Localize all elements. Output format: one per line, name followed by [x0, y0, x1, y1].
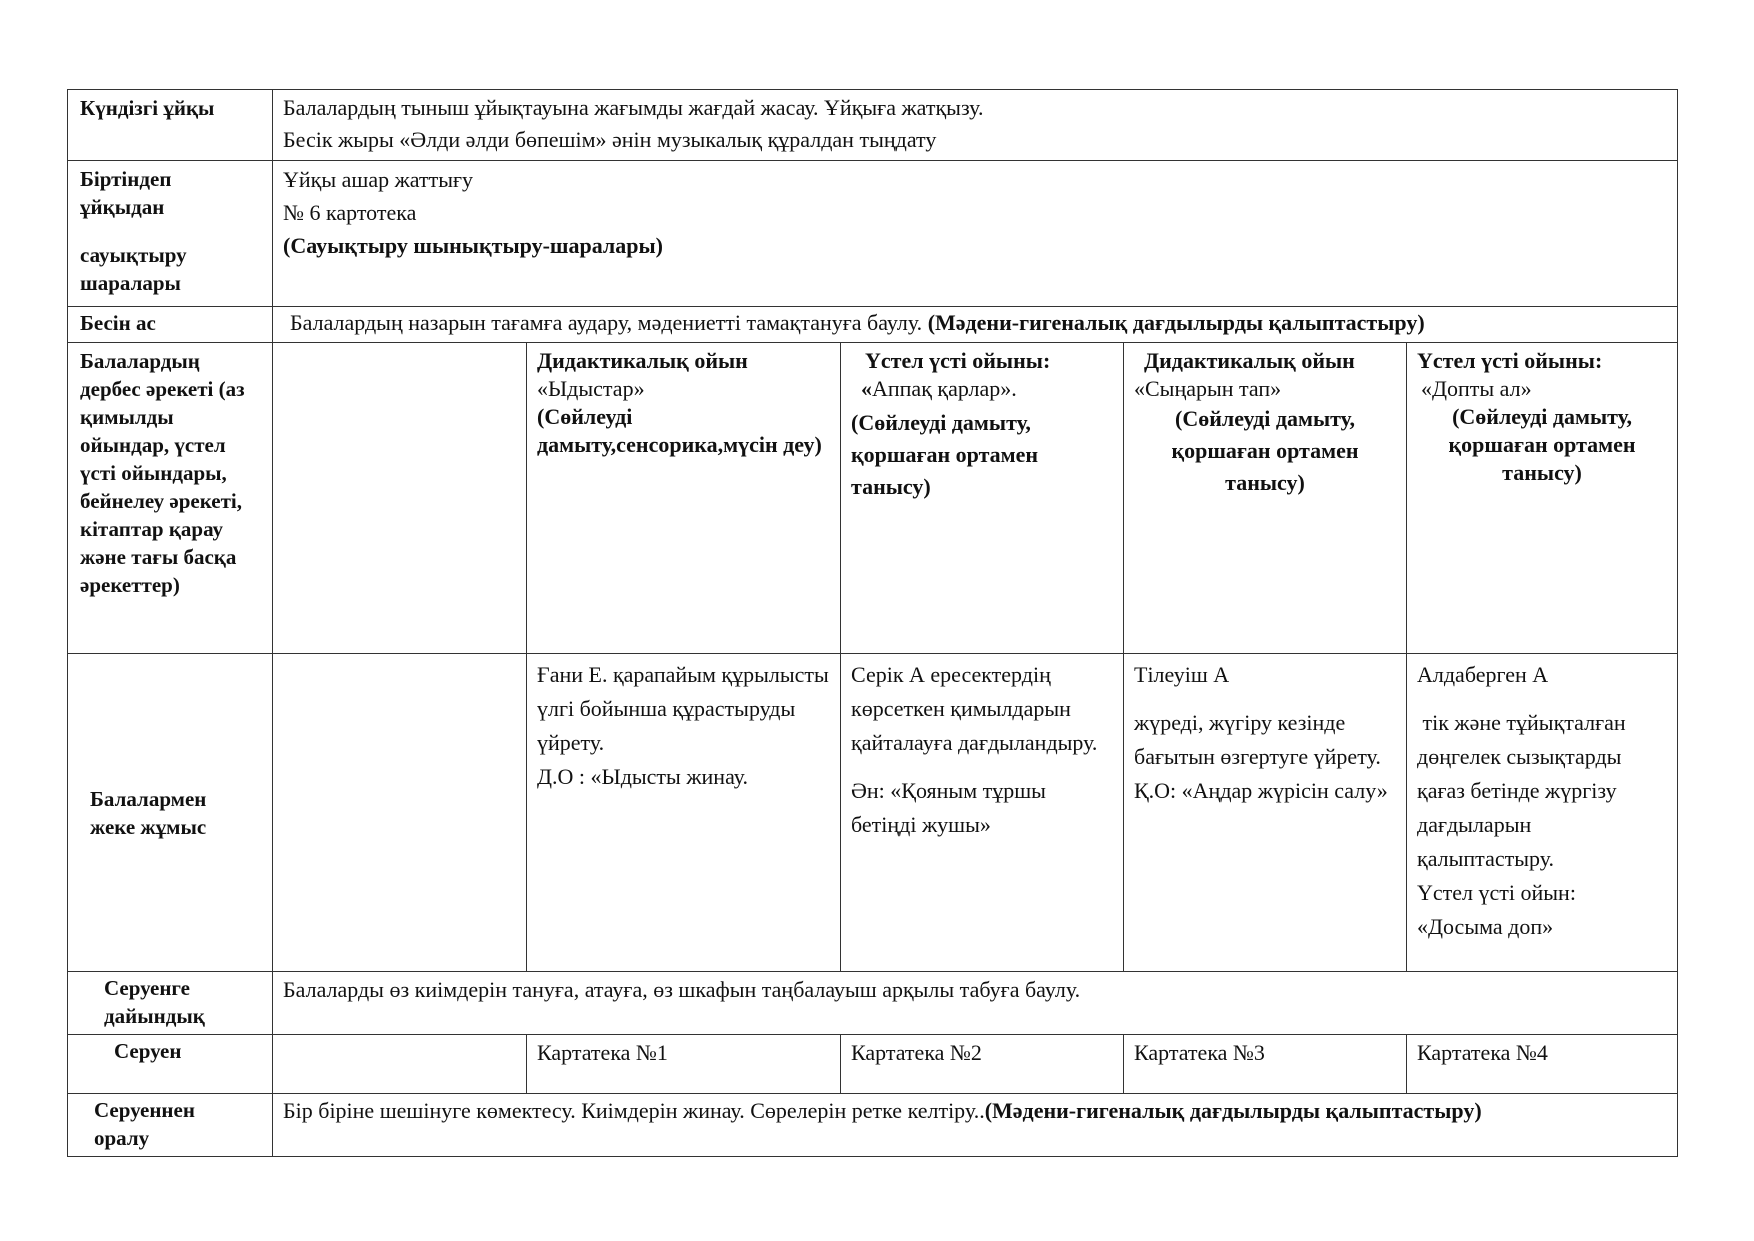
activity-title: Үстел үсті ойыны:: [1417, 348, 1603, 373]
activity-game: «Ыдыстар»: [537, 376, 645, 401]
label-line: Балалармен: [90, 786, 207, 811]
wakeup-line-2: № 6 картотека: [283, 200, 417, 225]
individual-cell-4: [1407, 654, 1678, 972]
label-text: Балалардың дербес әрекеті (аз қимылды ойындар, үстел үсті ойындары, бейнелеу әрекеті, кітаптар қарау және тағы басқа әрекеттер): [80, 349, 245, 597]
row-individual-work: [68, 654, 1678, 972]
row-walk: [68, 1035, 1678, 1094]
empty-cell: [273, 343, 527, 654]
individual-text: Тілеуіш А: [1134, 662, 1230, 687]
snack-text-bold: (Мәдени-гигеналық дағдылырды қалыптастыру): [927, 310, 1425, 335]
walk-card-text: Картатека №1: [537, 1040, 668, 1065]
wakeup-content: [273, 161, 1678, 307]
activity-game: «Допты ал»: [1421, 376, 1532, 401]
row-label-individual: [68, 654, 273, 972]
return-content: [273, 1094, 1678, 1157]
walk-card-text: Картатека №3: [1134, 1040, 1265, 1065]
wakeup-line-1: Ұйқы ашар жаттығу: [283, 167, 474, 192]
individual-text: Д.О : «Ыдысты жинау.: [537, 764, 749, 789]
activity-cell-1: [527, 343, 841, 654]
snack-text: Балалардың назарын тағамға аудару, мәдениетті тамақтануға баулу.: [290, 310, 923, 335]
label-line: дайындық: [104, 1004, 205, 1028]
snack-content: [273, 307, 1678, 343]
activity-game: Аппақ қарлар».: [872, 376, 1017, 401]
row-independent-activity: [68, 343, 1678, 654]
row-snack: [68, 307, 1678, 343]
activity-goal: (Сөйлеуді дамыту, қоршаған ортамен танысу): [1448, 404, 1636, 485]
walk-prep-content: [273, 972, 1678, 1035]
label-line: оралу: [94, 1126, 150, 1150]
wakeup-line-3: (Сауықтыру шынықтыру-шаралары): [283, 233, 663, 258]
activity-cell-3: [1124, 343, 1407, 654]
walk-card-2: [841, 1035, 1124, 1094]
individual-text: Ғани Е. қарапайым құрылысты үлгі бойынша құрастыруды үйрету.: [537, 662, 829, 755]
return-text: Бір біріне шешінуге көмектесу. Киімдерін жинау. Сөрелерін ретке келтіру..: [283, 1098, 985, 1123]
walk-card-4: [1407, 1035, 1678, 1094]
empty-cell: [273, 654, 527, 972]
empty-cell: [273, 1035, 527, 1094]
activity-title: Дидактикалық ойын: [1144, 348, 1355, 373]
row-label-independent: [68, 343, 273, 654]
activity-title: Дидактикалық ойын: [537, 348, 748, 373]
walk-prep-text: Балаларды өз киімдерін тануға, атауға, өз шкафын таңбалауыш арқылы табуға баулу.: [283, 977, 1081, 1002]
walk-card-text: Картатека №4: [1417, 1040, 1548, 1065]
row-nap: [68, 90, 1678, 161]
activity-game: «Сыңарын тап»: [1134, 376, 1282, 401]
walk-card-3: [1124, 1035, 1407, 1094]
walk-card-1: [527, 1035, 841, 1094]
nap-line-1: Балалардың тыныш ұйықтауына жағымды жағдай жасау. Ұйқыға жатқызу.: [283, 95, 984, 120]
label-spacer: [80, 221, 262, 241]
row-label-snack: [68, 307, 273, 343]
activity-cell-4: [1407, 343, 1678, 654]
individual-text: «Досыма доп»: [1417, 914, 1554, 939]
row-walk-prep: [68, 972, 1678, 1035]
label-text: Бесін ас: [80, 311, 156, 335]
individual-text: Ән: «Қояным тұршы бетіңді жушы»: [851, 778, 1046, 837]
daily-plan-table: [67, 89, 1678, 1157]
activity-cell-2: [841, 343, 1124, 654]
row-return: [68, 1094, 1678, 1157]
return-text-bold: (Мәдени-гигеналық дағдылырды қалыптастыру): [984, 1098, 1482, 1123]
row-label-nap: [68, 90, 273, 161]
individual-text: тік және тұйықталған дөңгелек сызықтарды қағаз бетінде жүргізу дағдыларын қалыптастыру.: [1417, 710, 1632, 871]
individual-text: жүреді, жүгіру кезінде бағытын өзгертуге үйрету.: [1134, 710, 1381, 769]
row-label-return: [68, 1094, 273, 1157]
individual-cell-3: [1124, 654, 1407, 972]
activity-game-quote: «: [861, 376, 872, 401]
nap-content: [273, 90, 1678, 161]
individual-cell-2: [841, 654, 1124, 972]
individual-text: Алдаберген А: [1417, 662, 1549, 687]
label-line: жеке жұмыс: [90, 814, 207, 839]
nap-line-2: Бесік жыры «Әлди әлди бөпешім» әнін музыкалық құралдан тыңдату: [283, 127, 937, 152]
row-wakeup: [68, 161, 1678, 307]
row-label-walk-prep: [68, 972, 273, 1035]
label-line: сауықтыру: [80, 243, 187, 267]
label-text: Серуен: [114, 1039, 182, 1063]
individual-text: Қ.О: «Аңдар жүрісін салу»: [1134, 778, 1388, 803]
label-line: Серуенге: [104, 976, 190, 1000]
activity-goal: (Сөйлеуді дамыту,сенсорика,мүсін деу): [537, 404, 822, 457]
walk-card-text: Картатека №2: [851, 1040, 982, 1065]
activity-title: Үстел үсті ойыны:: [865, 348, 1051, 373]
individual-cell-1: [527, 654, 841, 972]
label-line: ұйқыдан: [80, 195, 165, 219]
label-line: шаралары: [80, 271, 181, 295]
label-line: Біртіндеп: [80, 167, 172, 191]
activity-goal: (Сөйлеуді дамыту, қоршаған ортамен танысу): [851, 410, 1039, 499]
individual-text: Үстел үсті ойын:: [1417, 880, 1576, 905]
row-label-wakeup: [68, 161, 273, 307]
label-line: Серуеннен: [94, 1098, 195, 1122]
activity-goal: (Сөйлеуді дамыту, қоршаған ортамен танысу): [1171, 406, 1359, 495]
individual-text: Серік А ересектердің көрсеткен қимылдарын қайталауға дағдыландыру.: [851, 662, 1098, 755]
row-label-walk: [68, 1035, 273, 1094]
label-text: Күндізгі ұйқы: [80, 96, 215, 120]
